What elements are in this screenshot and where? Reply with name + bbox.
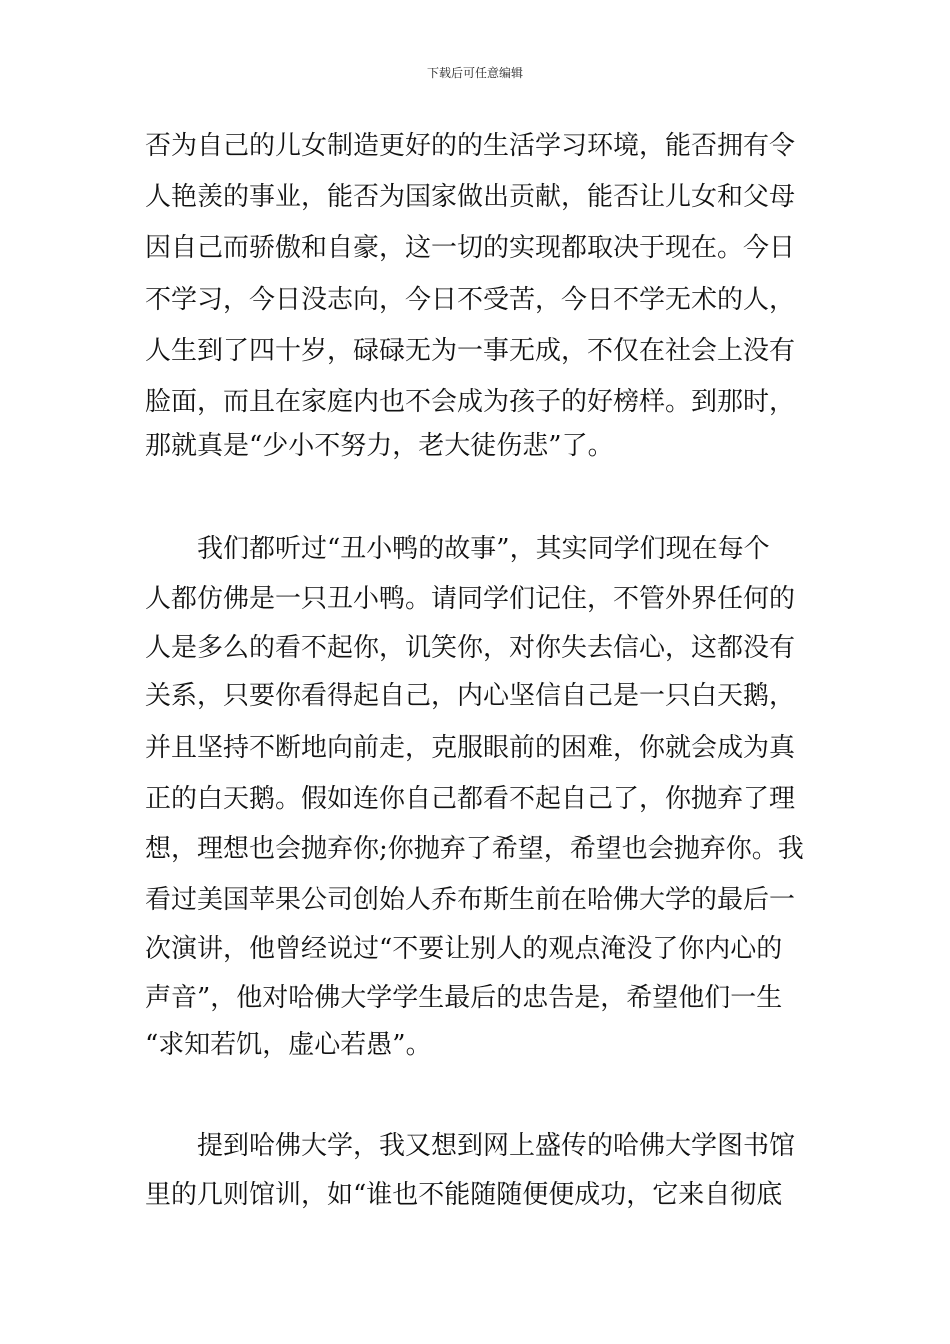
paragraph-1-line-1: 否为自己的儿女制造更好的的生活学习环境，能否拥有令 [145, 131, 796, 161]
paragraph-3-line-2: 里的几则馆训，如“谁也不能随随便便成功，它来自彻底 [145, 1180, 783, 1210]
paragraph-1-line-7: 那就真是“少小不努力，老大徒伤悲”了。 [145, 431, 614, 461]
paragraph-1-line-5: 人生到了四十岁，碌碌无为一事无成，不仅在社会上没有 [145, 336, 796, 366]
paragraph-2-line-8: 看过美国苹果公司创始人乔布斯生前在哈佛大学的最后一 [145, 885, 796, 915]
paragraph-2-line-10: 声音”，他对哈佛大学学生最后的忠告是，希望他们一生 [145, 983, 783, 1013]
paragraph-2-line-6: 正的白天鹅。假如连你自己都看不起自己了，你抛弃了理 [145, 784, 796, 814]
paragraph-2-line-3: 人是多么的看不起你，讥笑你，对你失去信心，这都没有 [145, 633, 796, 663]
paragraph-2-line-4: 关系，只要你看得起自己，内心坚信自己是一只白天鹅， [145, 681, 796, 711]
paragraph-2-line-7: 想，理想也会抛弃你;你抛弃了希望，希望也会抛弃你。我 [145, 834, 804, 864]
paragraph-3-line-1: 提到哈佛大学，我又想到网上盛传的哈佛大学图书馆 [197, 1131, 796, 1161]
paragraph-2-line-9: 次演讲，他曾经说过“不要让别人的观点淹没了你内心的 [145, 934, 783, 964]
paragraph-1-line-4: 不学习，今日没志向，今日不受苦，今日不学无术的人， [145, 285, 796, 315]
paragraph-1-line-2: 人艳羡的事业，能否为国家做出贡献，能否让儿女和父母 [145, 182, 796, 212]
paragraph-2-line-2: 人都仿佛是一只丑小鸭。请同学们记住，不管外界任何的 [145, 584, 796, 614]
paragraph-2-line-11: “求知若饥，虚心若愚”。 [145, 1030, 432, 1060]
page-header: 下载后可任意编辑 [426, 66, 523, 80]
paragraph-2-line-1: 我们都听过“丑小鸭的故事”，其实同学们现在每个 [197, 534, 770, 564]
paragraph-1-line-6: 脸面，而且在家庭内也不会成为孩子的好榜样。到那时， [145, 387, 796, 417]
paragraph-2-line-5: 并且坚持不断地向前走，克服眼前的困难，你就会成为真 [145, 733, 796, 763]
paragraph-1-line-3: 因自己而骄傲和自豪，这一切的实现都取决于现在。今日 [145, 233, 796, 263]
